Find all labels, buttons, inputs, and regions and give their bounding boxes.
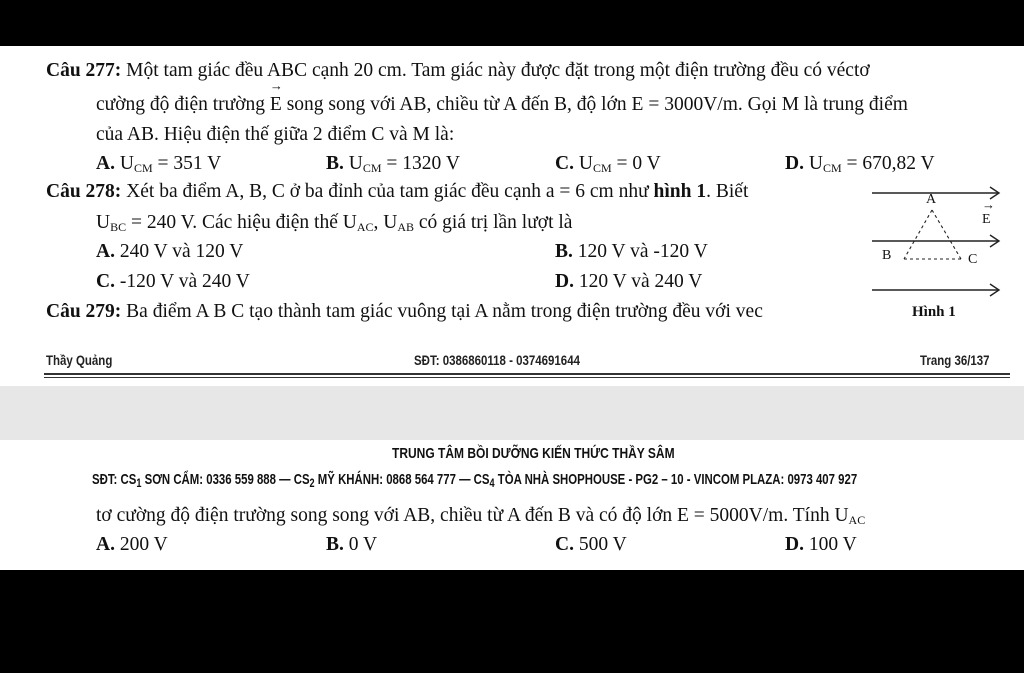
figure-1-triangle-diagram xyxy=(868,184,1008,334)
q279-line2: tơ cường độ điện trường song song với AB, chiều từ A đến B và có độ lớn E = 5000V/m. Tính $U_{AC}$ xyxy=(96,505,866,527)
q278-label: Câu 278: xyxy=(46,181,122,202)
footer-phone: SĐT: 0386860118 - 0374691644 xyxy=(414,352,580,368)
point-c-label: C xyxy=(968,252,978,267)
q278-line2: $U_{BC} = 240$ V. Các hiệu điện thế $U_{AC}$, $U_{AB}$ có giá trị lần lượt là xyxy=(96,212,573,234)
q277-label: Câu 277: xyxy=(46,60,122,81)
q279-option-d: D. 100 V xyxy=(785,534,857,555)
q277-option-a: A. $U_{CM} = 351$ V xyxy=(96,153,222,175)
center-contact-line: SĐT: $CS_1$ SƠN CẨM: 0336 559 888 — $CS_2$ MỸ KHÁNH: 0868 564 777 — $CS_4$ TÒA NHÀ SHOPHOUSE - PG2 – 10 - VINCOM PLAZA: 0973 407 927 xyxy=(92,471,858,490)
page-gap xyxy=(0,386,1024,440)
point-b-label: B xyxy=(882,248,892,263)
q279-option-a: A. 200 V xyxy=(96,534,168,555)
footer-author: Thầy Quảng xyxy=(46,352,113,368)
triangle-side-ab xyxy=(904,210,932,259)
q279-option-c: C. 500 V xyxy=(555,534,627,555)
q279-label: Câu 279: xyxy=(46,301,122,322)
figure-caption: Hình 1 xyxy=(912,304,956,320)
q277-option-d: D. $U_{CM} = 670,82$ V xyxy=(785,153,935,175)
footer-rule-thick xyxy=(44,373,1010,375)
triangle-side-ac xyxy=(932,210,961,259)
q279-line1: Câu 279: Ba điểm A B C tạo thành tam giác vuông tại A nằm trong điện trường đều với vec xyxy=(46,301,763,322)
document-page-37 xyxy=(0,440,1024,570)
q277-line2: cường độ điện trường → E song song với AB, chiều từ A đến B, độ lớn E = 3000V/m. Gọi M là trung điểm xyxy=(96,93,908,117)
field-e-label: → E xyxy=(982,212,991,228)
q277-option-b: B. $U_{CM} = 1320$ V xyxy=(326,153,460,175)
vector-e-symbol: → E xyxy=(270,93,282,117)
footer-rule-thin xyxy=(44,377,1010,378)
center-header-title: TRUNG TÂM BỒI DƯỠNG KIẾN THỨC THẦY SÂM xyxy=(392,445,675,462)
q278-option-b: B. 120 V và -120 V xyxy=(555,241,708,262)
point-a-label: A xyxy=(926,192,937,207)
q278-option-c: C. -120 V và 240 V xyxy=(96,271,250,292)
q279-option-b: B. 0 V xyxy=(326,534,378,555)
document-page-36 xyxy=(0,46,1024,386)
q277-line3: của AB. Hiệu điện thế giữa 2 điểm C và M là: xyxy=(96,124,455,145)
q278-option-d: D. 120 V và 240 V xyxy=(555,271,703,292)
q277-option-c: C. $U_{CM} = 0$ V xyxy=(555,153,661,175)
q278-option-a: A. 240 V và 120 V xyxy=(96,241,244,262)
footer-page-number: Trang 36/137 xyxy=(920,352,990,368)
q278-line1: Câu 278: Xét ba điểm A, B, C ở ba đỉnh của tam giác đều cạnh a = 6 cm như hình 1. Biết xyxy=(46,181,749,202)
q277-line1: Câu 277: Một tam giác đều ABC cạnh 20 cm. Tam giác này được đặt trong một điện trường đều có véctơ xyxy=(46,60,870,81)
